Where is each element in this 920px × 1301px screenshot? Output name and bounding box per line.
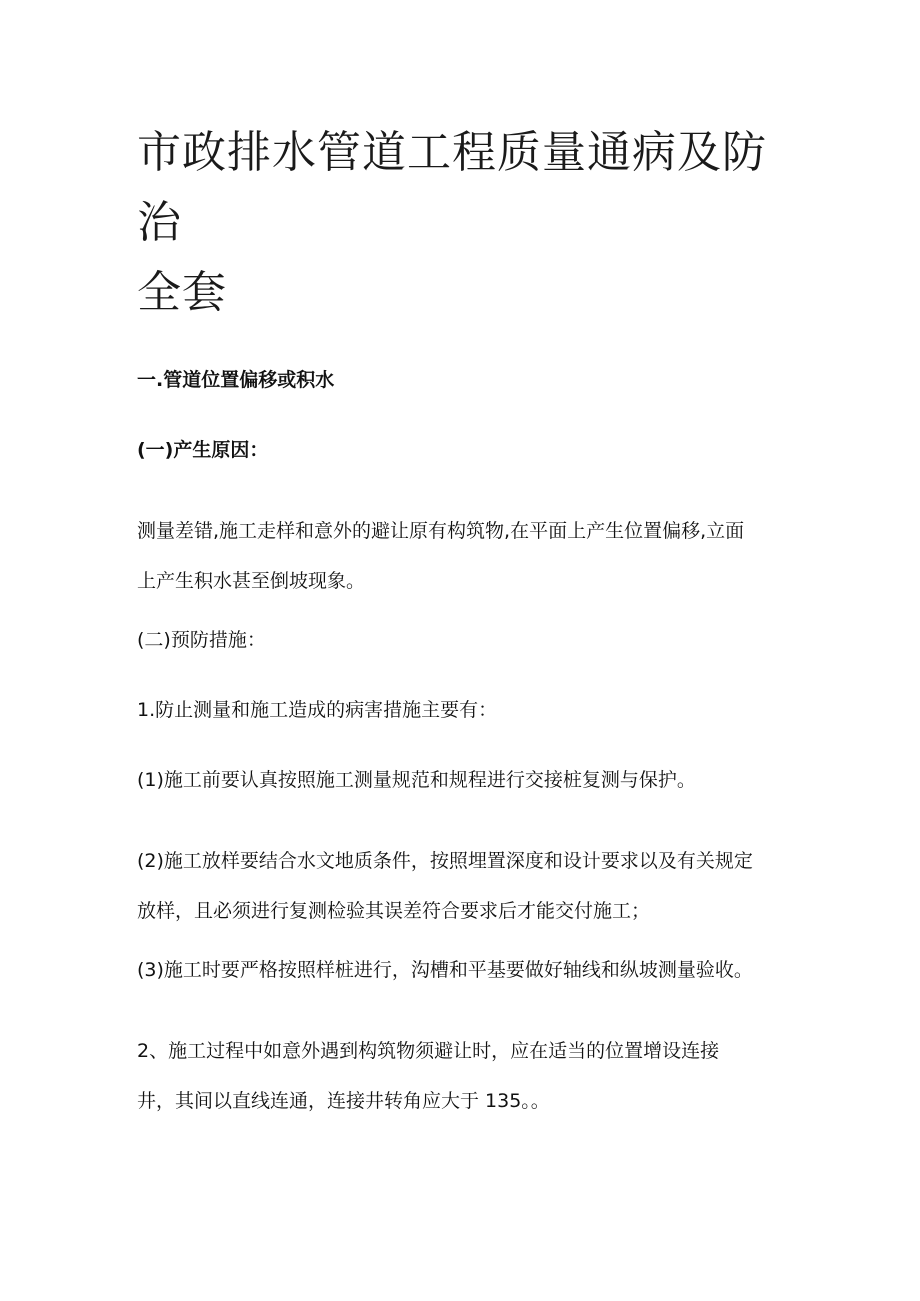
measure-1-item-2: [137, 836, 797, 936]
cause-paragraph: [137, 506, 797, 606]
document-title: [137, 118, 797, 328]
prevention-heading: (二)预防措施：: [137, 629, 266, 651]
cause-heading: (一)产生原因：: [137, 439, 269, 461]
measure-1-intro: 1.防止测量和施工造成的病害措施主要有：: [137, 699, 498, 721]
measure-1-item-2-line-2: 放样，且必须进行复测检验其误差符合要求后才能交付施工；: [137, 900, 651, 922]
title-line-1: 市政排水管道工程质量通病及防治: [137, 127, 767, 248]
measure-2-paragraph: [137, 1026, 797, 1126]
measure-2-line-2: 井，其间以直线连通，连接井转角应大于 135。。: [137, 1090, 550, 1112]
title-line-2: 全套: [137, 267, 227, 318]
measure-1-item-3: (3)施工时要严格按照样桩进行，沟槽和平基要做好轴线和纵坡测量验收。: [137, 959, 753, 981]
section-heading-pipe-offset: 一.管道位置偏移或积水: [137, 369, 335, 391]
cause-text-line-2: 上产生积水甚至倒坡现象。: [137, 570, 366, 592]
measure-2-line-1: 2、施工过程中如意外遇到构筑物须避让时，应在适当的位置增设连接: [137, 1040, 720, 1062]
measure-1-item-2-line-1: (2)施工放样要结合水文地质条件，按照埋置深度和设计要求以及有关规定: [137, 850, 753, 872]
cause-text-line-1: 测量差错,施工走样和意外的避让原有构筑物,在平面上产生位置偏移,立面: [137, 520, 745, 542]
measure-1-item-1: (1)施工前要认真按照施工测量规范和规程进行交接桩复测与保护。: [137, 769, 696, 791]
